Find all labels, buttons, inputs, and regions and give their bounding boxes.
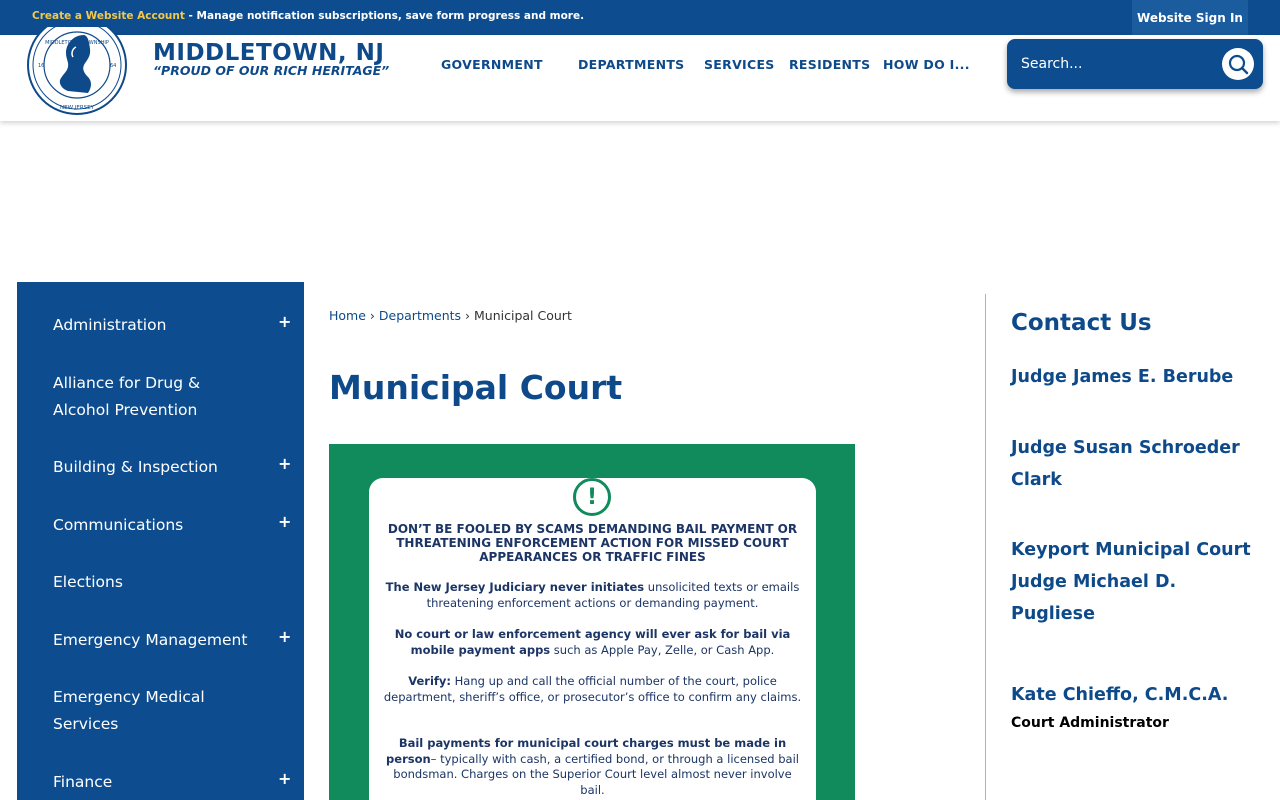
notice-p1-bold: The New Jersey Judiciary never initiates <box>385 580 645 594</box>
search-input[interactable] <box>1021 51 1211 77</box>
notice-paragraph-2 <box>383 627 802 658</box>
breadcrumb-separator: › <box>369 308 375 323</box>
expand-plus-icon[interactable]: + <box>278 312 292 331</box>
notice-p3-text: Hang up and call the official number of the court, police department, sheriff’s office, or prosecutor’s office to confirm any claims. <box>383 674 802 704</box>
breadcrumb-home-link[interactable]: Home <box>329 308 366 323</box>
search-button[interactable] <box>1222 48 1254 80</box>
sidebar-item-label[interactable]: Communications <box>53 516 184 534</box>
sidebar-item-label[interactable]: Finance <box>53 773 113 791</box>
top-notification-bar <box>0 0 1280 35</box>
breadcrumb-current: Municipal Court <box>474 308 572 323</box>
sidebar-item-label[interactable]: Administration <box>53 316 167 334</box>
account-message-text: - Manage notification subscriptions, save form progress and more. <box>184 10 585 22</box>
notice-p1-text: unsolicited texts or emails threatening enforcement actions or demanding payment. <box>426 580 800 610</box>
notice-paragraph-3 <box>383 674 802 705</box>
seal-year-right: 64 <box>110 63 117 69</box>
township-seal-logo[interactable] <box>26 27 128 115</box>
nav-residents[interactable]: RESIDENTS <box>789 57 871 72</box>
search-icon <box>1227 53 1249 75</box>
contact-judge-berube-link[interactable]: Judge James E. Berube <box>1011 367 1234 387</box>
contact-judge-clark-link[interactable]: Judge Susan Schroeder Clark <box>1011 438 1240 490</box>
contact-keyport-judge-link[interactable]: Keyport Municipal Court Judge Michael D. Pugliese <box>1011 540 1251 624</box>
department-sidebar <box>17 282 304 800</box>
nav-how-do-i[interactable]: HOW DO I... <box>883 57 970 72</box>
site-tagline: “PROUD OF OUR RICH HERITAGE” <box>153 63 390 78</box>
sidebar-item-label[interactable]: Emergency Medical Services <box>53 688 205 733</box>
expand-plus-icon[interactable]: + <box>278 769 292 788</box>
seal-year-left: 16 <box>38 63 45 69</box>
notice-paragraph-1 <box>383 580 802 611</box>
notice-p4-bold: Bail payments for municipal court charges must be made in person <box>386 736 787 766</box>
notice-p4-text: – typically with cash, a certified bond, or through a licensed bail bondsman. Charges on the Superior Court level almost never involve bail. <box>393 751 799 797</box>
notice-p2-bold: No court or law enforcement agency will ever ask for bail via mobile payment apps <box>394 627 791 657</box>
website-sign-in-button[interactable]: Website Sign In <box>1132 0 1248 35</box>
page-title: Municipal Court <box>329 368 623 407</box>
seal-text-bottom: NEW JERSEY <box>59 105 95 111</box>
create-account-link[interactable]: Create a Website Account <box>32 10 185 22</box>
site-header <box>0 35 1280 121</box>
breadcrumb <box>329 308 572 323</box>
sidebar-item-label[interactable]: Alliance for Drug & Alcohol Prevention <box>53 374 201 419</box>
contact-court-administrator-link[interactable]: Kate Chieffo, C.M.C.A. <box>1011 685 1229 705</box>
breadcrumb-departments-link[interactable]: Departments <box>378 308 462 323</box>
expand-plus-icon[interactable]: + <box>278 512 292 531</box>
search-box <box>1007 39 1263 89</box>
nav-departments[interactable]: DEPARTMENTS <box>578 57 685 72</box>
account-message <box>32 10 584 22</box>
contact-us-heading: Contact Us <box>1011 310 1152 336</box>
site-name[interactable]: MIDDLETOWN, NJ <box>153 40 385 66</box>
scam-warning-card <box>369 478 816 800</box>
exclamation-alert-icon: ! <box>573 478 611 516</box>
notice-p2-text: such as Apple Pay, Zelle, or Cash App. <box>550 642 775 657</box>
notice-paragraph-4 <box>383 736 802 798</box>
notice-p3-bold: Verify: <box>408 674 451 688</box>
breadcrumb-separator: › <box>465 308 471 323</box>
sidebar-item-label[interactable]: Building & Inspection <box>53 458 218 476</box>
seal-text-top: MIDDLETOWN TOWNSHIP <box>45 40 109 46</box>
column-divider <box>985 294 986 800</box>
sidebar-item-label[interactable]: Emergency Management <box>53 631 248 649</box>
nav-government[interactable]: GOVERNMENT <box>441 57 543 72</box>
expand-plus-icon[interactable]: + <box>278 454 292 473</box>
scam-warning-headline: DON’T BE FOOLED BY SCAMS DEMANDING BAIL PAYMENT OR THREATENING ENFORCEMENT ACTION FOR MISSED COURT APPEARANCES OR TRAFFIC FINES <box>387 522 798 564</box>
court-administrator-role: Court Administrator <box>1011 715 1169 731</box>
sidebar-item-label[interactable]: Elections <box>53 573 123 591</box>
expand-plus-icon[interactable]: + <box>278 627 292 646</box>
scam-warning-graphic <box>329 444 855 800</box>
nav-services[interactable]: SERVICES <box>704 57 775 72</box>
